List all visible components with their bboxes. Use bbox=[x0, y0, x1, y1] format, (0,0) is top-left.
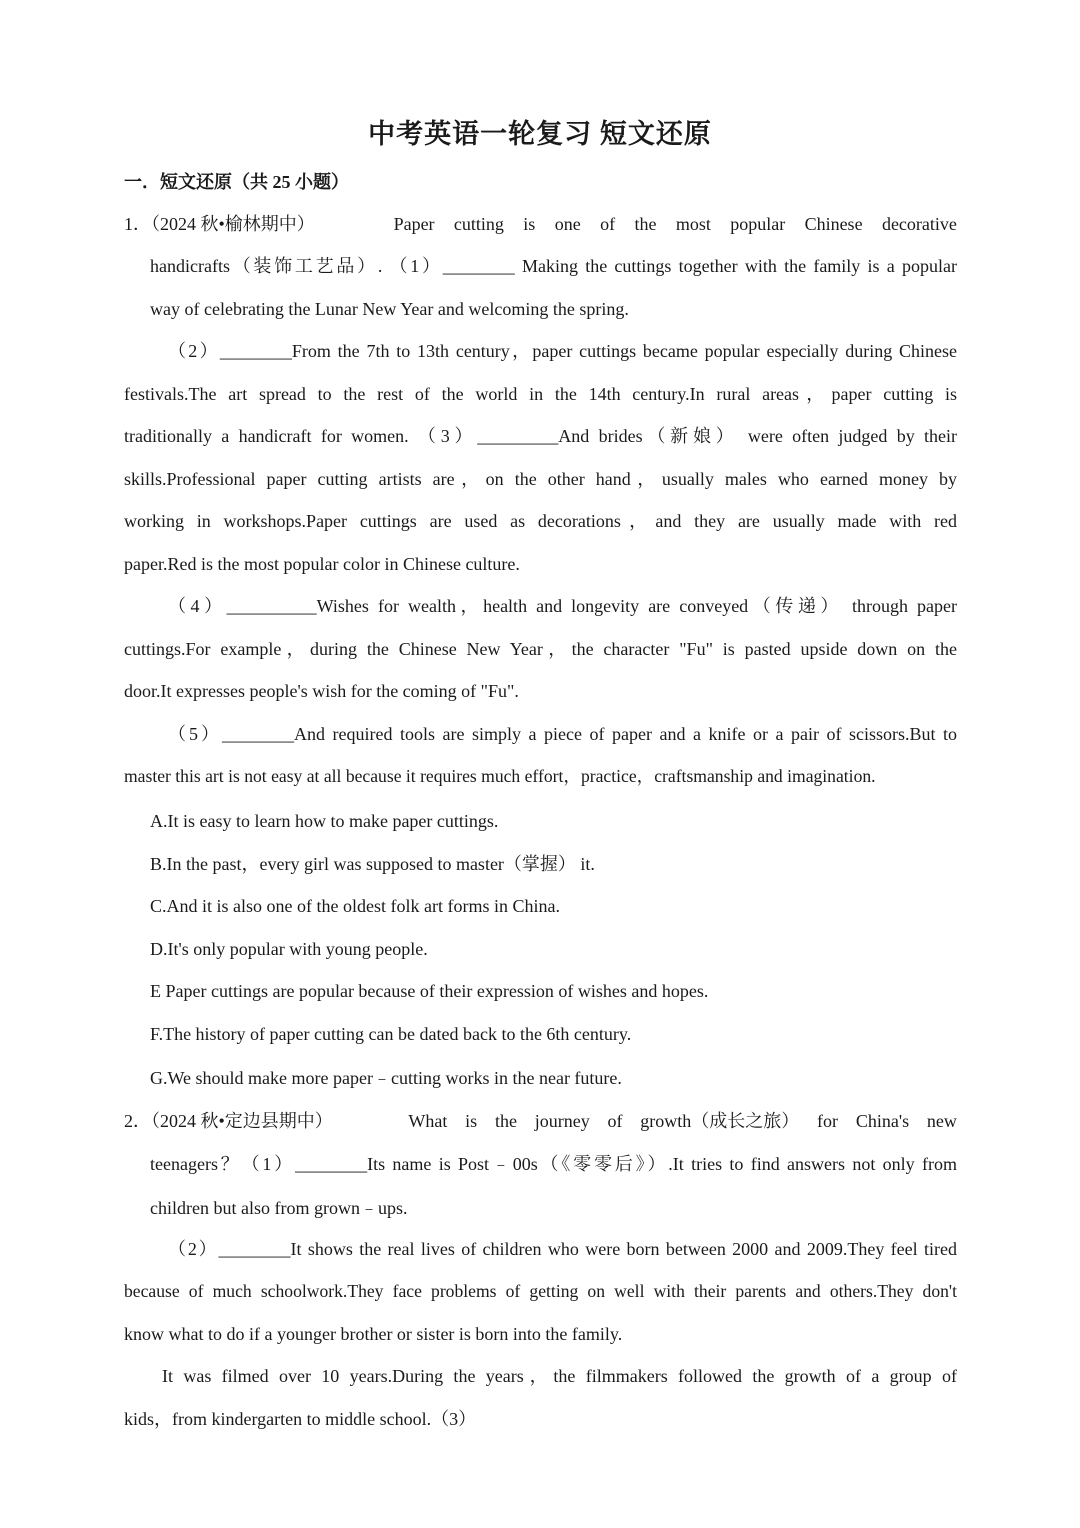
q1-word: Paper bbox=[393, 214, 435, 234]
q1-text-line: master this art is not easy at all because it requires much effort，practice，craftsmanship and imagination. bbox=[124, 766, 876, 786]
q1-text-line: skills.Professional paper cutting artists are，on the other hand，usually males who earned money by bbox=[124, 469, 957, 489]
q1-word: most bbox=[675, 214, 711, 234]
q1-word: is bbox=[523, 214, 536, 234]
q1-text-line: （2）________From the 7th to 13th century，paper cuttings became popular especially during Chinese bbox=[168, 341, 957, 361]
q1-word: the bbox=[634, 214, 657, 234]
question-1-header bbox=[124, 211, 957, 237]
q1-text-line: cuttings.For example，during the Chinese New Year，the character "Fu" is pasted upside down on the bbox=[124, 639, 957, 659]
q2-text-line: It was filmed over 10 years.During the years，the filmmakers followed the growth of a group of bbox=[162, 1366, 957, 1386]
question-2-source: 2．（2024 秋•定边县期中） bbox=[124, 1111, 333, 1131]
q2-word: What bbox=[408, 1111, 448, 1131]
page-title: 中考英语一轮复习 短文还原 bbox=[368, 119, 712, 149]
q1-option-g: G.We should make more paper﹣cutting works in the near future. bbox=[150, 1068, 622, 1088]
q1-text-line: （5）________And required tools are simply a piece of paper and a knife or a pair of scissors.But to bbox=[168, 724, 957, 744]
q2-text-line: （2）________It shows the real lives of children who were born between 2000 and 2009.They feel tired bbox=[168, 1239, 957, 1259]
q1-text-line: paper.Red is the most popular color in Chinese culture. bbox=[124, 554, 520, 574]
q1-text-line: door.It expresses people's wish for the coming of "Fu". bbox=[124, 681, 519, 701]
q2-word: is bbox=[465, 1111, 478, 1131]
q1-text-line: （4）__________Wishes for wealth，health and longevity are conveyed（传递） through paper bbox=[168, 596, 957, 616]
q1-option-f: F.The history of paper cutting can be dated back to the 6th century. bbox=[150, 1024, 632, 1044]
q1-text-line: traditionally a handicraft for women. （3）_________And brides（新娘） were often judged by their bbox=[124, 426, 957, 446]
q1-option-c: C.And it is also one of the oldest folk art forms in China. bbox=[150, 896, 560, 916]
q1-text-line: festivals.The art spread to the rest of the world in the 14th century.In rural areas，paper cutting is bbox=[124, 384, 957, 404]
q1-word: decorative bbox=[881, 214, 957, 234]
q1-option-e: E Paper cuttings are popular because of their expression of wishes and hopes. bbox=[150, 981, 709, 1001]
q1-word: popular bbox=[730, 214, 786, 234]
q2-word: journey bbox=[534, 1111, 590, 1131]
q1-text-line: way of celebrating the Lunar New Year and welcoming the spring. bbox=[150, 299, 629, 319]
q1-text-line: working in workshops.Paper cuttings are used as decorations，and they are usually made with red bbox=[124, 511, 957, 531]
q2-text-line: because of much schoolwork.They face problems of getting on well with their parents and others.They don't bbox=[124, 1281, 957, 1301]
q1-word: one bbox=[554, 214, 581, 234]
q1-word: of bbox=[600, 214, 616, 234]
q1-option-d: D.It's only popular with young people. bbox=[150, 939, 428, 959]
q2-text-line: kids，from kindergarten to middle school.（3） bbox=[124, 1409, 477, 1429]
q2-text-line: children but also from grown﹣ups. bbox=[150, 1198, 408, 1218]
q2-word: of bbox=[607, 1111, 623, 1131]
q2-text-line: teenagers？（1）________Its name is Post﹣00s（《零零后》）.It tries to find answers not only from bbox=[150, 1154, 957, 1174]
q2-word: new bbox=[926, 1111, 957, 1131]
q1-option-b: B.In the past，every girl was supposed to master（掌握） it. bbox=[150, 854, 595, 874]
q2-word: China's bbox=[855, 1111, 910, 1131]
q1-option-a: A.It is easy to learn how to make paper cuttings. bbox=[150, 811, 499, 831]
q1-word: cutting bbox=[453, 214, 504, 234]
q2-word: the bbox=[494, 1111, 517, 1131]
question-2-header bbox=[124, 1108, 957, 1134]
section-heading: 一．短文还原（共 25 小题） bbox=[124, 172, 349, 192]
q1-word: Chinese bbox=[804, 214, 863, 234]
question-1-source: 1．（2024 秋•榆林期中） bbox=[124, 214, 315, 234]
q2-text-line: know what to do if a younger brother or sister is born into the family. bbox=[124, 1324, 623, 1344]
q2-word: for bbox=[817, 1111, 839, 1131]
q2-word: growth（成长之旅） bbox=[640, 1111, 800, 1131]
q1-text-line: handicrafts（装饰工艺品）. （1）________ Making the cuttings together with the family is a popular bbox=[150, 256, 957, 276]
